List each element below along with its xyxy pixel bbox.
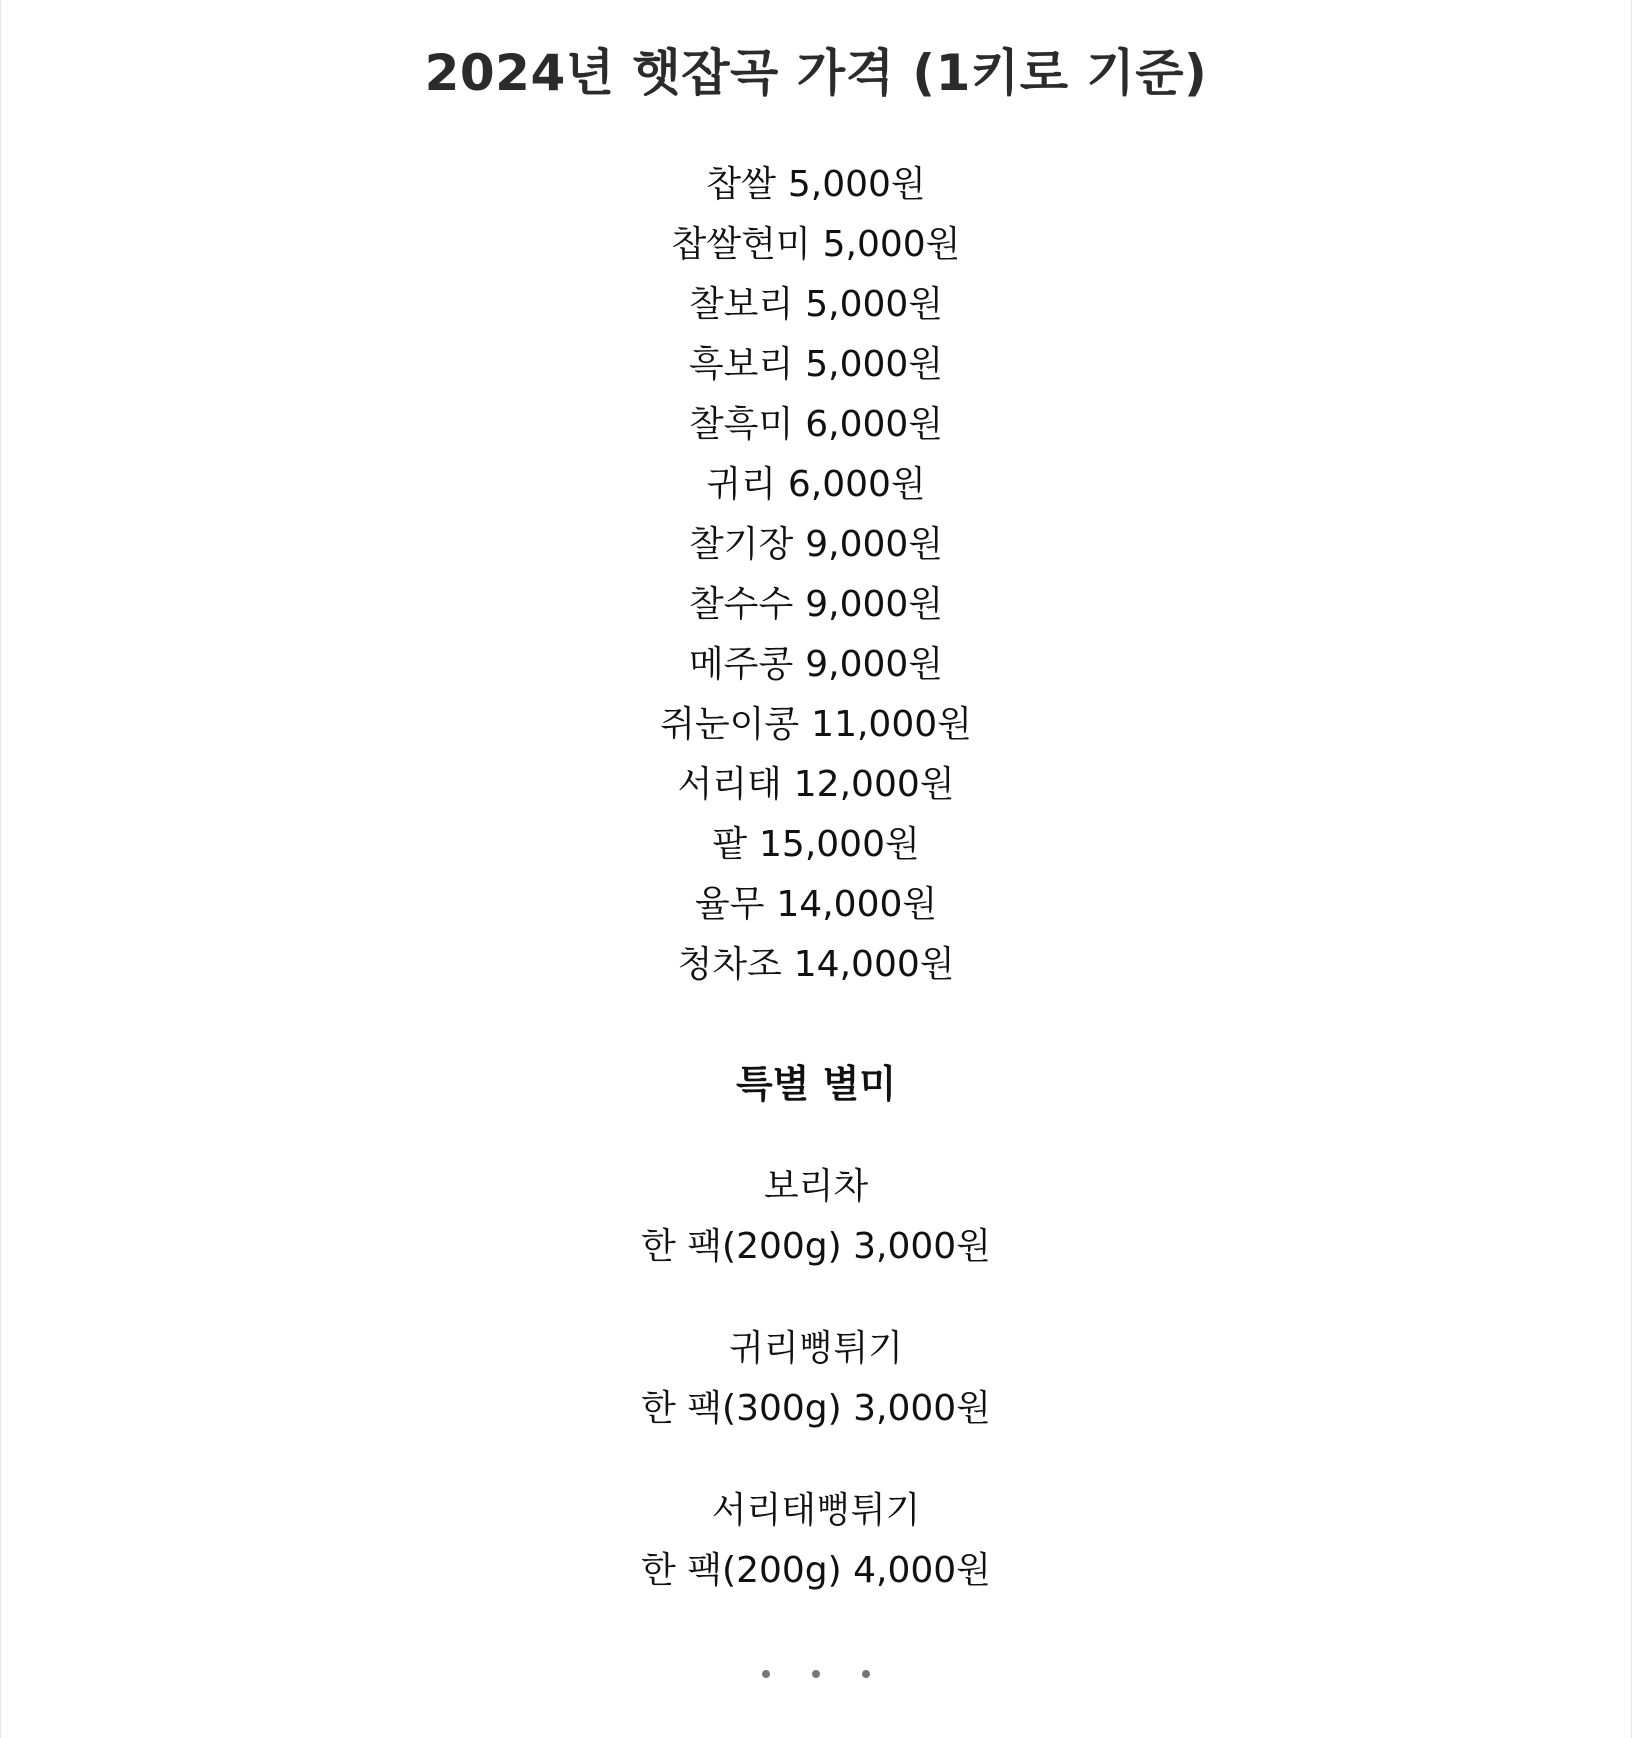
price-row: [1, 815, 1631, 875]
grain-price: 9,000원: [805, 644, 944, 685]
grain-price: 5,000원: [822, 224, 961, 265]
special-heading: 특별 별미: [735, 1062, 897, 1106]
grain-name: 찹쌀: [706, 164, 776, 205]
price-row: [1, 755, 1631, 815]
price-row: [1, 335, 1631, 395]
grain-name: 귀리: [706, 464, 776, 505]
grain-name: 팥: [712, 824, 748, 865]
special-item: [1, 1157, 1631, 1319]
section-divider-dots: [1, 1670, 1631, 1678]
special-item-pack-price: 한 팩(200g) 4,000원: [641, 1550, 991, 1591]
divider-dot: [762, 1670, 770, 1678]
price-row: [1, 215, 1631, 275]
grain-name: 흑보리: [688, 344, 794, 385]
price-row: [1, 515, 1631, 575]
price-list: [1, 155, 1631, 995]
special-list: [1, 1157, 1631, 1643]
price-row: [1, 935, 1631, 995]
grain-name: 찰기장: [688, 524, 794, 565]
grain-name: 찹쌀현미: [671, 224, 811, 265]
grain-name: 서리태: [677, 764, 782, 805]
grain-price: 5,000원: [787, 164, 926, 205]
grain-price: 5,000원: [805, 284, 944, 325]
grain-name: 메주콩: [688, 644, 794, 685]
grain-name: 찰수수: [688, 584, 794, 625]
price-row: [1, 875, 1631, 935]
special-item: [1, 1319, 1631, 1481]
grain-price: 9,000원: [805, 584, 944, 625]
grain-price: 11,000원: [811, 704, 972, 745]
grain-name: 찰흑미: [688, 404, 794, 445]
grain-price: 6,000원: [787, 464, 926, 505]
grain-price: 12,000원: [793, 764, 955, 805]
grain-price: 14,000원: [776, 884, 938, 925]
price-row: [1, 155, 1631, 215]
price-row: [1, 275, 1631, 335]
grain-name: 청차조: [677, 944, 782, 985]
grain-price: 6,000원: [805, 404, 944, 445]
divider-dot: [812, 1670, 820, 1678]
grain-name: 찰보리: [688, 284, 794, 325]
grain-name: 쥐눈이콩: [660, 704, 800, 745]
price-row: [1, 635, 1631, 695]
grain-price: 5,000원: [805, 344, 944, 385]
special-item-name: 귀리뻥튀기: [729, 1328, 903, 1369]
special-item-pack-price: 한 팩(300g) 3,000원: [641, 1388, 991, 1429]
page-title: 2024년 햇잡곡 가격 (1키로 기준): [424, 44, 1208, 102]
grain-price: 14,000원: [793, 944, 955, 985]
special-item-name: 서리태뻥튀기: [711, 1490, 921, 1531]
divider-dot: [862, 1670, 870, 1678]
special-item: [1, 1481, 1631, 1643]
price-row: [1, 455, 1631, 515]
special-item-pack-price: 한 팩(200g) 3,000원: [641, 1226, 991, 1267]
grain-price: 15,000원: [759, 824, 920, 865]
price-row: [1, 575, 1631, 635]
price-row: [1, 695, 1631, 755]
price-row: [1, 395, 1631, 455]
special-item-name: 보리차: [763, 1166, 869, 1207]
grain-price: 9,000원: [805, 524, 944, 565]
grain-name: 율무: [694, 884, 765, 925]
